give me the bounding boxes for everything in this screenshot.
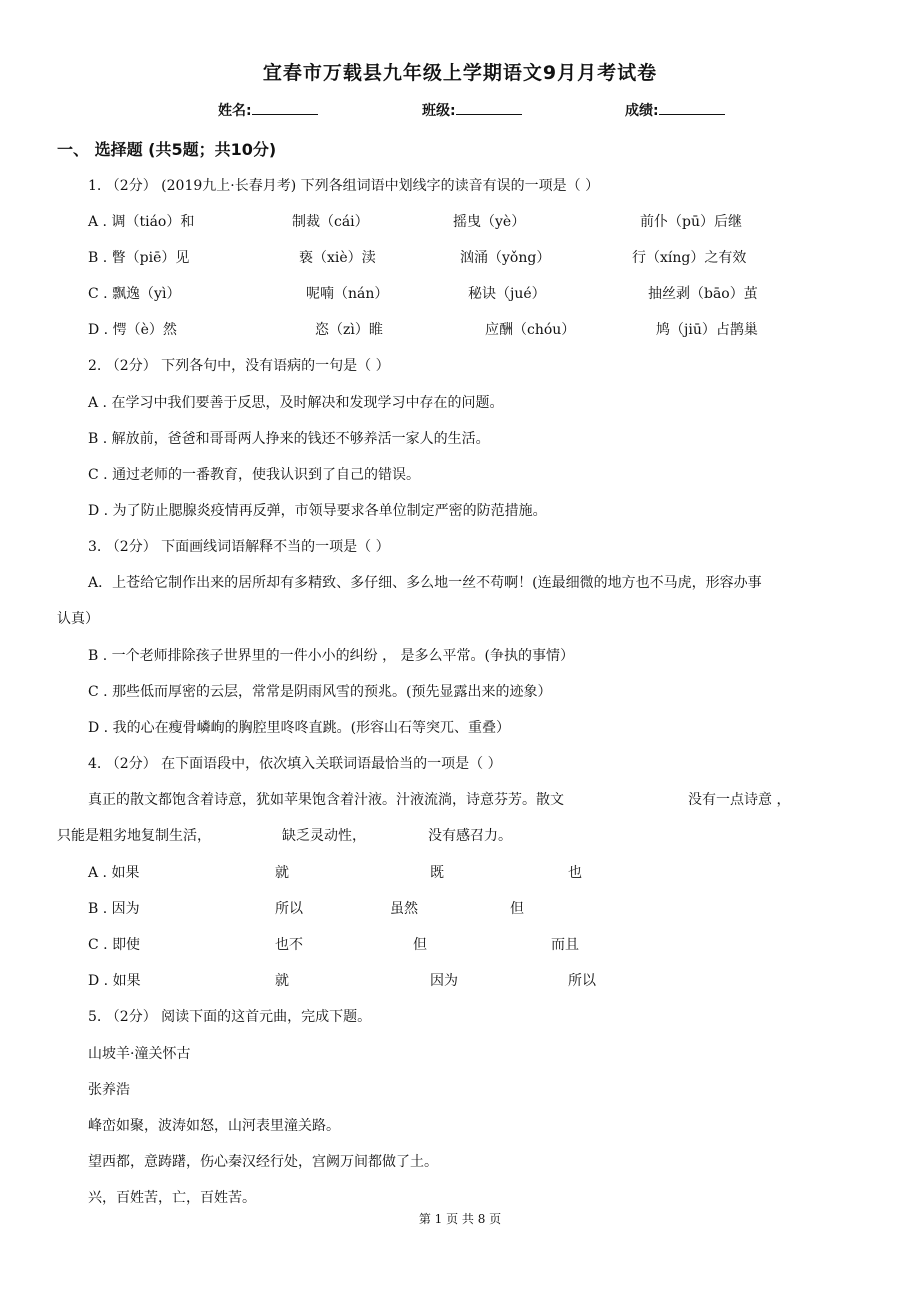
q1-option-c-3: 秘诀（jué）	[468, 286, 546, 302]
question-1-stem: 1. （2分） (2019九上·长春月考) 下列各组词语中划线字的读音有误的一项是（ ）	[88, 178, 600, 194]
poem-author: 张养浩	[88, 1082, 130, 1098]
question-4-stem: 4. （2分） 在下面语段中，依次填入关联词语最恰当的一项是（ ）	[88, 756, 502, 772]
name-label: 姓名:	[218, 103, 252, 119]
q1-option-d-2: 恣（zì）睢	[315, 322, 383, 338]
question-2-stem: 2. （2分） 下列各句中，没有语病的一句是（ ）	[88, 358, 390, 374]
score-field	[625, 100, 725, 120]
poem-line-3: 兴，百姓苦，亡，百姓苦。	[88, 1190, 256, 1206]
q4-option-a-3: 既	[430, 865, 444, 881]
q1-option-a-1: A . 调（tiáo）和	[88, 214, 195, 230]
q1-option-c-2: 呢喃（nán）	[306, 286, 389, 302]
q4-option-b-1: B . 因为	[88, 901, 140, 917]
q2-option-c: C . 通过老师的一番教育，使我认识到了自己的错误。	[88, 467, 421, 483]
exam-title: 宜春市万载县九年级上学期语文9月月考试卷	[262, 62, 658, 84]
q1-option-c-4: 抽丝剥（bāo）茧	[648, 286, 758, 302]
q1-option-b-4: 行（xíng）之有效	[632, 250, 747, 266]
q1-option-a-2: 制裁（cái）	[292, 214, 369, 230]
q2-option-b: B . 解放前，爸爸和哥哥两人挣来的钱还不够养活一家人的生活。	[88, 431, 490, 447]
q1-option-c-1: C . 飘逸（yì）	[88, 286, 181, 302]
q4-option-a-2: 就	[275, 865, 289, 881]
score-blank	[659, 100, 725, 115]
q3-option-b: B . 一个老师排除孩子世界里的一件小小的纠纷 ， 是多么平常。(争执的事情）	[88, 648, 574, 664]
poem-title: 山坡羊·潼关怀古	[88, 1046, 191, 1062]
section-heading: 一、 选择题 (共5题；共10分)	[57, 140, 277, 159]
q1-option-a-3: 摇曳（yè）	[453, 214, 526, 230]
q1-option-d-1: D . 愕（è）然	[88, 322, 177, 338]
q4-option-a-4: 也	[568, 865, 582, 881]
q4-passage-2b: 缺乏灵动性，	[282, 828, 366, 844]
q2-option-d: D . 为了防止腮腺炎疫情再反弹，市领导要求各单位制定严密的防范措施。	[88, 503, 547, 519]
q3-option-d: D . 我的心在瘦骨嶙峋的胸腔里咚咚直跳。(形容山石等突兀、重叠）	[88, 720, 511, 736]
q4-option-d-1: D . 如果	[88, 973, 141, 989]
q4-option-c-4: 而且	[551, 937, 579, 953]
q4-passage-1a: 真正的散文都饱含着诗意，犹如苹果饱含着汁液。汁液流淌，诗意芬芳。散文	[88, 792, 564, 808]
q1-option-b-3: 汹涌（yǒng）	[460, 250, 551, 266]
q4-option-d-4: 所以	[568, 973, 596, 989]
q3-option-a-line1: A．上苍给它制作出来的居所却有多精致、多仔细、多么地一丝不苟啊！(连最细微的地方也不马虎，形容办事	[88, 575, 762, 591]
name-blank	[252, 100, 318, 115]
q3-option-c: C . 那些低而厚密的云层，常常是阴雨风雪的预兆。(预先显露出来的迹象）	[88, 684, 552, 700]
q2-option-a: A . 在学习中我们要善于反思，及时解决和发现学习中存在的问题。	[88, 395, 504, 411]
page-footer: 第 1 页 共 8 页	[418, 1212, 502, 1226]
q4-option-b-2: 所以	[275, 901, 303, 917]
q1-option-d-4: 鸠（jiū）占鹊巢	[656, 322, 758, 338]
class-label: 班级:	[422, 103, 456, 119]
q4-option-b-3: 虽然	[390, 901, 418, 917]
q4-option-b-4: 但	[510, 901, 524, 917]
q4-passage-2c: 没有感召力。	[428, 828, 512, 844]
q4-option-a-1: A . 如果	[88, 865, 140, 881]
class-blank	[456, 100, 522, 115]
q1-option-b-1: B . 瞥（piē）见	[88, 250, 190, 266]
q4-option-c-2: 也不	[275, 937, 303, 953]
q4-option-d-2: 就	[275, 973, 289, 989]
q4-passage-1b: 没有一点诗意 ，	[688, 792, 791, 808]
q1-option-a-4: 前仆（pū）后继	[640, 214, 742, 230]
q1-option-b-2: 亵（xiè）渎	[299, 250, 376, 266]
q1-option-d-3: 应酬（chóu）	[485, 322, 576, 338]
poem-line-1: 峰峦如聚，波涛如怒，山河表里潼关路。	[88, 1118, 340, 1134]
poem-line-2: 望西都，意踌躇，伤心秦汉经行处，宫阙万间都做了土。	[88, 1154, 438, 1170]
score-label: 成绩:	[625, 103, 659, 119]
q3-option-a-line2: 认真）	[57, 611, 99, 627]
q4-option-d-3: 因为	[430, 973, 458, 989]
q4-passage-2a: 只能是粗劣地复制生活，	[57, 828, 211, 844]
question-5-stem: 5. （2分） 阅读下面的这首元曲，完成下题。	[88, 1009, 372, 1025]
question-3-stem: 3. （2分） 下面画线词语解释不当的一项是（ ）	[88, 539, 390, 555]
class-field	[422, 100, 522, 120]
q4-option-c-1: C . 即使	[88, 937, 141, 953]
q4-option-c-3: 但	[413, 937, 427, 953]
name-field	[218, 100, 318, 120]
